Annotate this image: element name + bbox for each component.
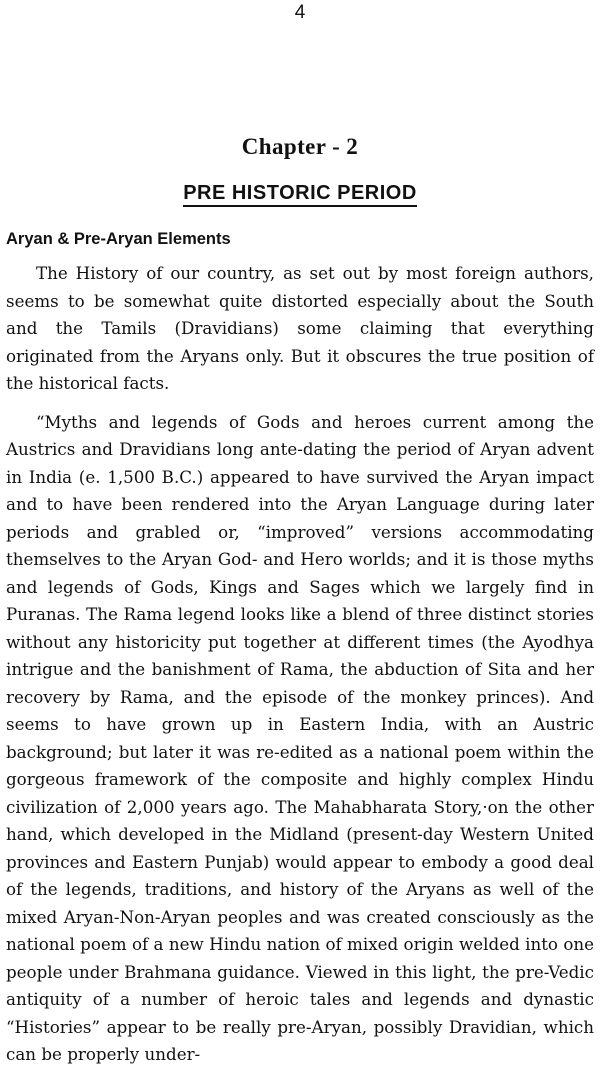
paragraph-2: “Myths and legends of Gods and heroes current among the Austrics and Dravidians long ante-dating the period of Aryan advent in India (e. 1,500 B.C.) appeared to have survived the Aryan impact and to have been rendered into the Aryan Language during later periods and grabled or, “improved” versions accommodating themselves to the Aryan God- and Hero worlds; and it is those myths and legends of Gods, Kings and Sages which we largely find in Puranas. The Rama legend looks like a blend of three distinct stories without any historicity put together at different times (the Ayodhya intrigue and the banishment of Rama, the abduction of Sita and her recovery by Rama, and the episode of the monkey princes). And seems to have grown up in Eastern India, with an Austric background; but later it was re-edited as a national poem within the gorgeous framework of the composite and highly complex Hindu civilization of 2,000 years ago. The Mahabharata Story,·on the other hand, which developed in the Midland (present-day Western United provinces and Eastern Punjab) would appear to embody a good deal of the legends, traditions, and history of the Aryans as well of the mixed Aryan-Non-Aryan peoples and was created consciously as the national poem of a new Hindu nation of mixed origin welded into one people under Brahmana guidance. Viewed in this light, the pre-Vedic antiquity of a number of heroic tales and legends and dynastic “Histories” appear to be really pre-Aryan, possibly Dravidian, which can be properly under-: [6, 411, 594, 1064]
section-title: [0, 180, 600, 206]
section-title-text: PRE HISTORIC PERIOD: [183, 182, 417, 207]
paragraph-1: The History of our country, as set out by most foreign authors, seems to be somewhat quite distorted especially about the South and the Tamils (Dravidians) some claiming that everything originated from the Aryans only. But it obscures the true position of the historical facts.: [6, 263, 594, 393]
subheading: Aryan & Pre-Aryan Elements: [6, 230, 231, 248]
chapter-title: Chapter - 2: [241, 134, 359, 159]
page-number: 4: [294, 2, 306, 23]
body-text: [6, 260, 594, 1080]
